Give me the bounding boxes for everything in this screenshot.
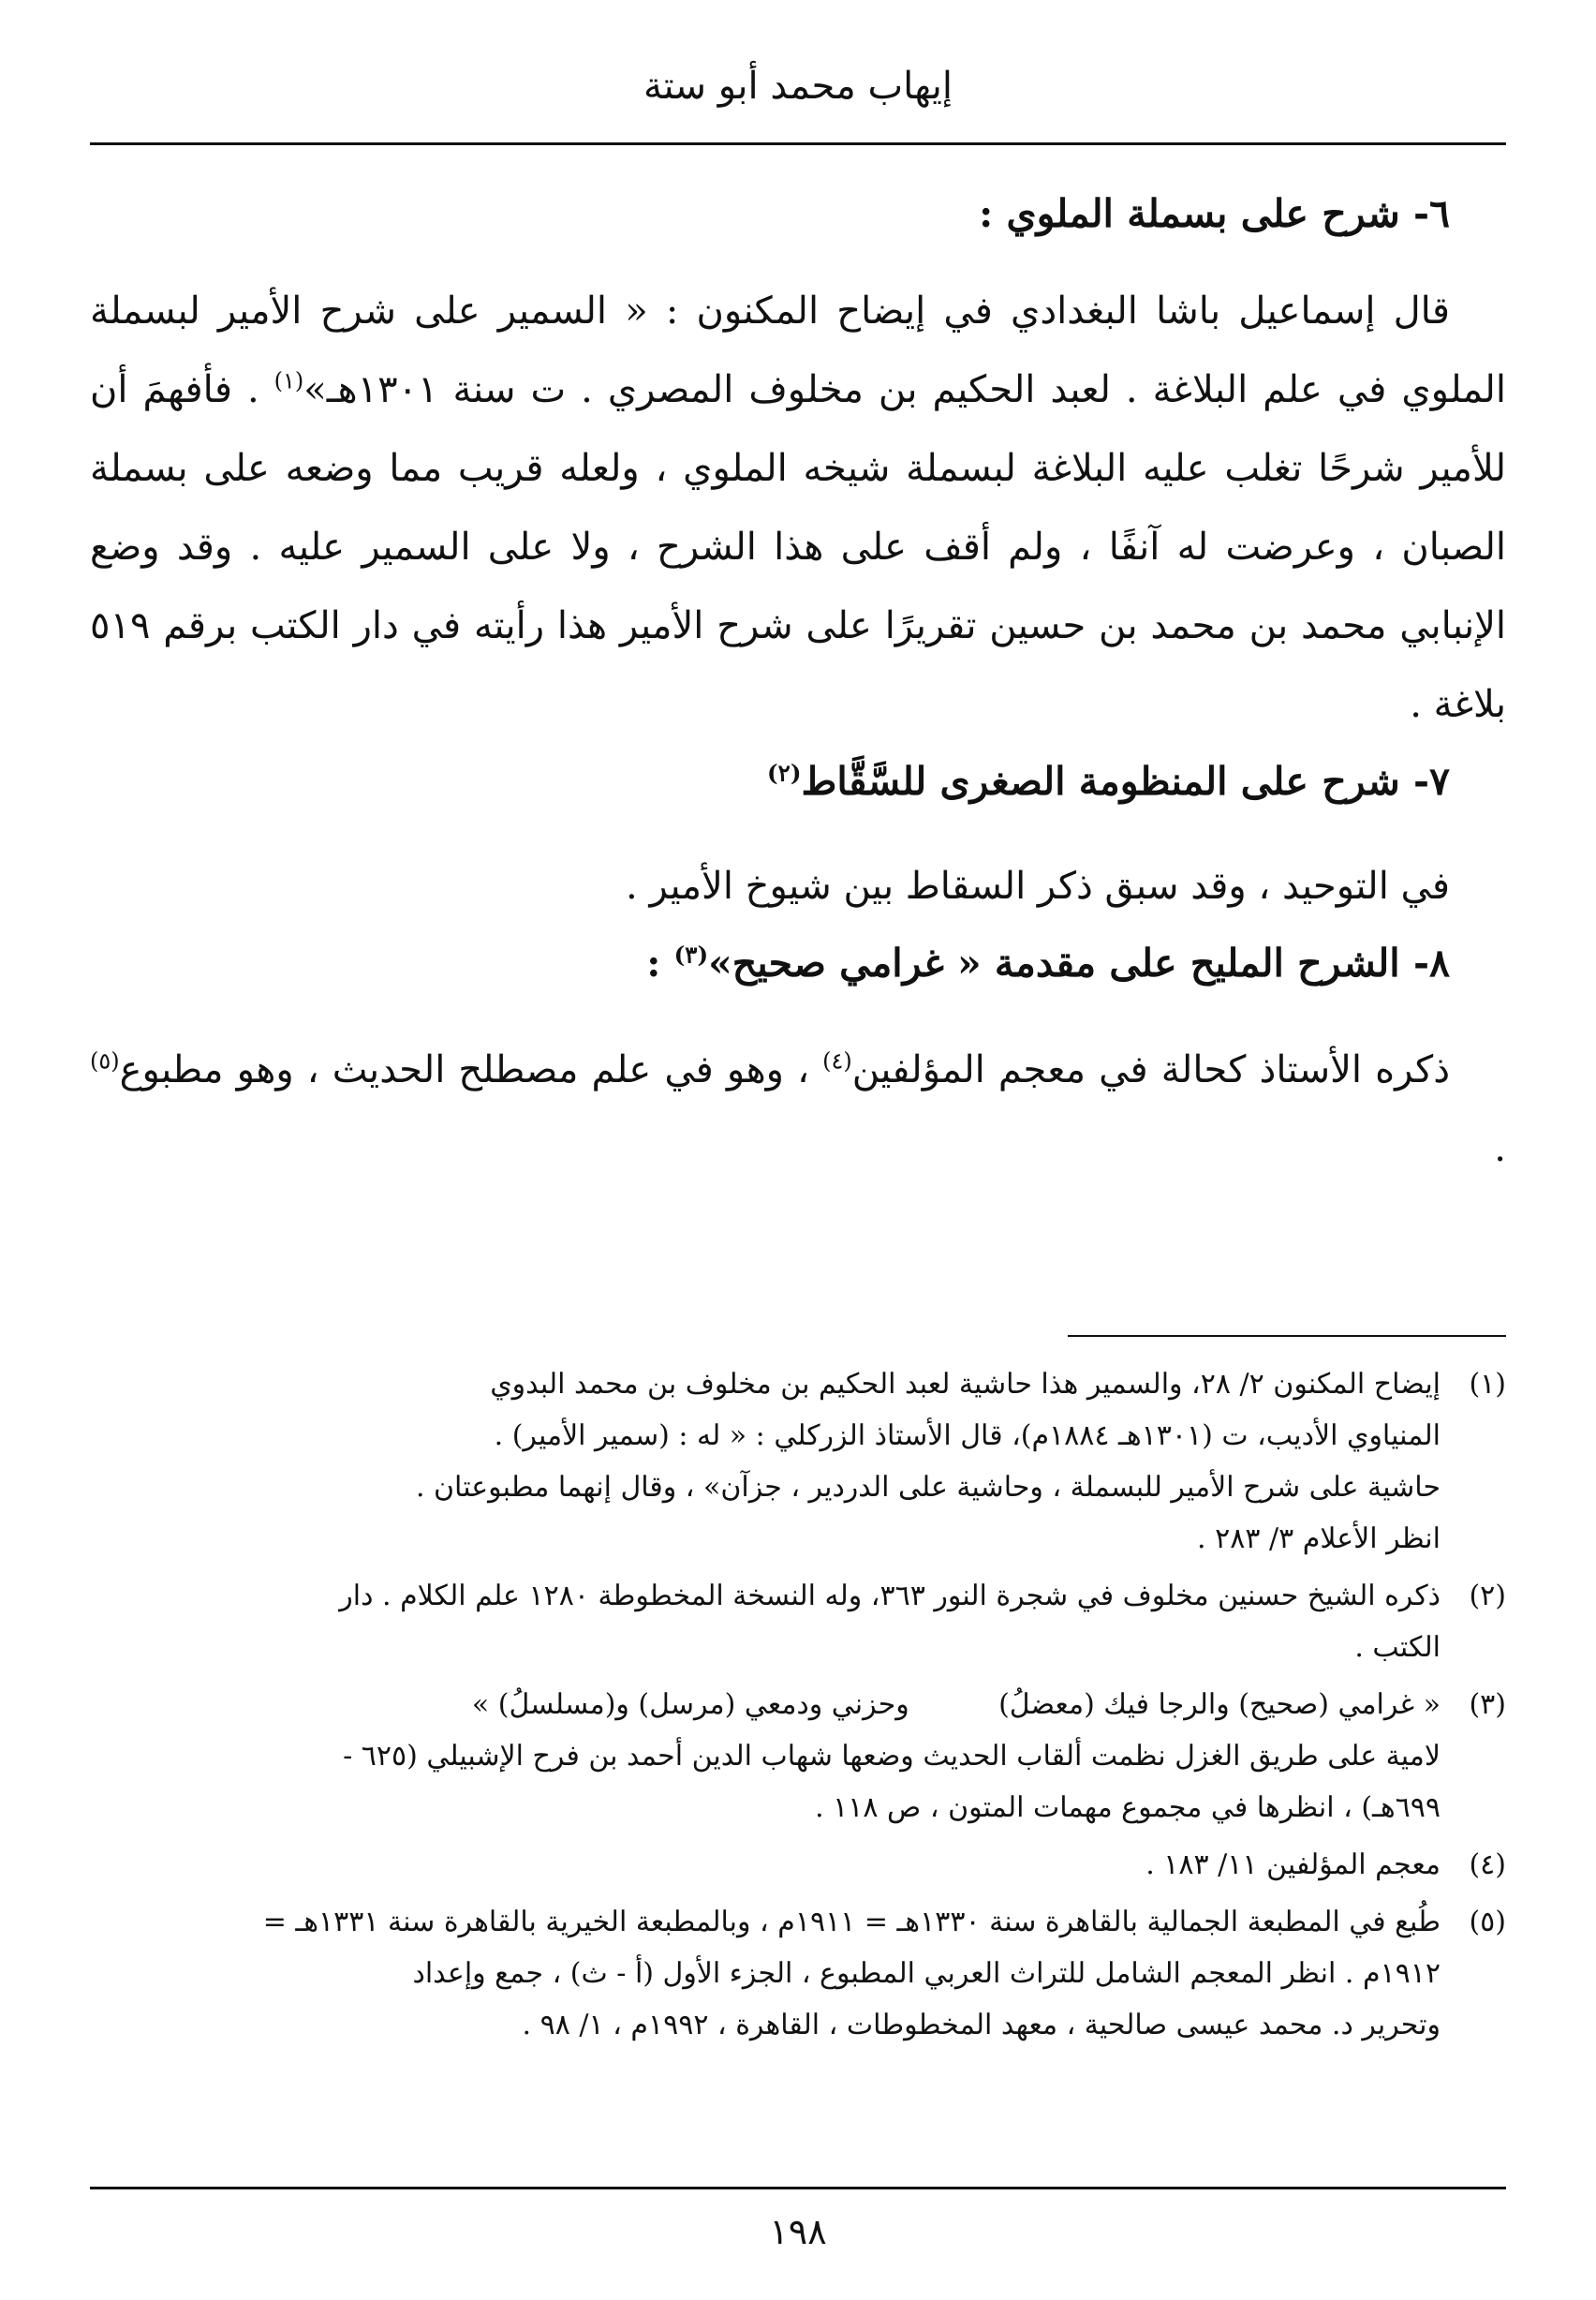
footnote-line: لامية على طريق الغزل نظمت ألقاب الحديث وضعها شهاب الدين أحمد بن فرح الإشبيلي (٦٢٥ - xyxy=(343,1740,1441,1773)
paragraph-text: ذكره الأستاذ كحالة في معجم المؤلفين xyxy=(851,1048,1451,1091)
section-6 xyxy=(90,187,1506,241)
footnote-body xyxy=(90,1839,1441,1891)
footnote-line: الكتب . xyxy=(1354,1631,1441,1664)
section-heading: ٦- شرح على بسملة الملوي : xyxy=(979,191,1450,236)
footnote-ref[interactable]: (٢) xyxy=(766,759,802,787)
footnote-ref[interactable]: (٤) xyxy=(822,1047,852,1075)
footnote xyxy=(90,1839,1506,1891)
footnote-line: إيضاح المكنون ٢/ ٢٨، والسمير هذا حاشية لعبد الحكيم بن مخلوف بن محمد البدوي xyxy=(490,1368,1441,1401)
footnote xyxy=(90,1570,1506,1673)
footnote-line: ٦٩٩هـ) ، انظرها في مجموع مهمات المتون ، ص ١١٨ . xyxy=(815,1791,1441,1824)
paragraph: في التوحيد ، وقد سبق ذكر السقاط بين شيوخ الأمير . xyxy=(626,865,1450,908)
paragraph xyxy=(90,272,1506,744)
footnote-body xyxy=(90,1570,1441,1673)
footer-rule xyxy=(90,2187,1506,2189)
footnote-number: (٤) xyxy=(1469,1848,1506,1881)
section-7-body xyxy=(90,847,1506,926)
section-heading-text: ٨- الشرح المليح على مقدمة « غرامي صحيح» xyxy=(708,941,1450,986)
footnotes xyxy=(90,1358,1506,2056)
footnote-ref[interactable]: (١) xyxy=(273,367,304,394)
footnote-line: ذكره الشيخ حسنين مخلوف في شجرة النور ٣٦٣، وله النسخة المخطوطة ١٢٨٠ علم الكلام . دار xyxy=(339,1580,1441,1612)
footnote-line: وتحرير د. محمد عيسى صالحية ، معهد المخطوطات ، القاهرة ، ١٩٩٢م ، ١/ ٩٨ . xyxy=(522,2009,1441,2041)
footnote-line: حاشية على شرح الأمير للبسملة ، وحاشية على الدردير ، جزآن» ، وقال إنهما مطبوعتان . xyxy=(415,1471,1441,1504)
section-6-body xyxy=(90,272,1506,744)
footnote-number: (٥) xyxy=(1469,1906,1506,1938)
footnote-line: ١٩١٢م . انظر المعجم الشامل للتراث العربي المطبوع ، الجزء الأول (أ - ث) ، جمع وإعداد xyxy=(412,1957,1441,1990)
running-title: إيهاب محمد أبو ستة xyxy=(643,65,953,108)
footnote-body xyxy=(90,1896,1441,2051)
footnote-line: انظر الأعلام ٣/ ٢٨٣ . xyxy=(1197,1522,1441,1555)
footnote-separator xyxy=(1068,1335,1506,1337)
footnote-body xyxy=(90,1358,1441,1565)
footnote-ref[interactable]: (٣) xyxy=(673,941,709,969)
section-heading xyxy=(90,755,1506,809)
footnote xyxy=(90,1896,1506,2051)
section-7 xyxy=(90,755,1506,809)
paragraph-text: . xyxy=(1494,1127,1506,1170)
footnote-number: (٢) xyxy=(1469,1580,1506,1612)
section-heading-tail: : xyxy=(646,941,674,986)
section-8-body xyxy=(90,1031,1506,1188)
footnote-line: « غرامي (صحيح) والرجا فيك (معضلُ) وحزني ودمعي (مرسل) و(مسلسلُ) » xyxy=(471,1688,1441,1721)
footnote-line: طُبع في المطبعة الجمالية بالقاهرة سنة ١٣٣٠هـ = ١٩١١م ، وبالمطبعة الخيرية بالقاهرة سنة ١٣٣١هـ = xyxy=(262,1906,1441,1938)
section-8 xyxy=(90,937,1506,990)
footnote xyxy=(90,1358,1506,1565)
footnote-number: (١) xyxy=(1469,1368,1506,1401)
paragraph-text: ، وهو في علم مصطلح الحديث ، وهو مطبوع xyxy=(119,1048,823,1091)
section-heading xyxy=(90,937,1506,990)
header-rule xyxy=(90,142,1506,145)
footnote-number: (٣) xyxy=(1469,1688,1506,1721)
footnote-body xyxy=(90,1679,1441,1833)
footnote-ref[interactable]: (٥) xyxy=(90,1047,120,1075)
footnote-line: معجم المؤلفين ١١/ ١٨٣ . xyxy=(1145,1848,1441,1881)
paragraph-text: . فأفهمَ أن للأمير شرحًا تغلب عليه البلاغة لبسملة شيخه الملوي ، ولعله قريب مما وضعه على بسملة الصبان ، وعرضت له آنفًا ، ولم أقف على هذا الشرح ، ولا على السمير عليه . وقد وضع الإنبابي محمد بن محمد بن حسين تقريرًا على شرح الأمير هذا رأيته في دار الكتب برقم ٥١٩ بلاغة . xyxy=(90,368,1506,726)
footnote xyxy=(90,1679,1506,1833)
paragraph-text: قال إسماعيل باشا البغدادي في إيضاح المكنون : « السمير على شرح الأمير لبسملة الملوي في علم البلاغة . لعبد الحكيم بن مخلوف المصري . ت سنة ١٣٠١هـ» xyxy=(90,289,1506,411)
footnote-line: المنياوي الأديب، ت (١٣٠١هـ ١٨٨٤م)، قال الأستاذ الزركلي : « له : (سمير الأمير) . xyxy=(494,1419,1441,1452)
section-heading-text: ٧- شرح على المنظومة الصغرى للسَّقَّاط xyxy=(801,759,1450,804)
page-number: ١٩٨ xyxy=(769,2211,827,2252)
paragraph xyxy=(90,1031,1506,1188)
